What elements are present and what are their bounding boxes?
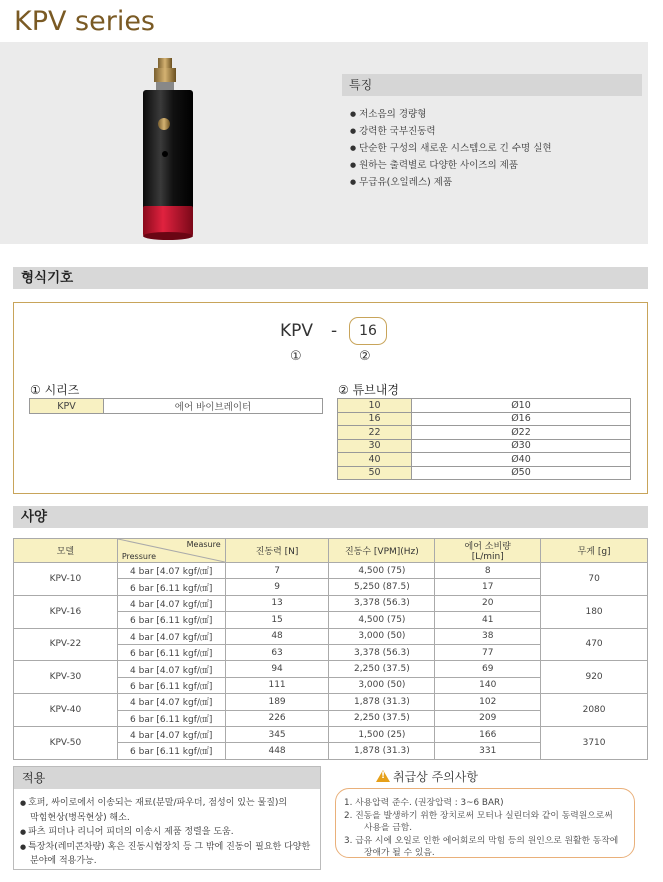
list-item (20, 840, 320, 869)
table-row (338, 466, 631, 480)
air-label-2: [L/min] (471, 552, 504, 562)
warning-icon (376, 770, 390, 782)
page-title: KPV series (14, 6, 155, 37)
list-item-text-cont: 분야에 적용가능. (30, 856, 97, 866)
force-cell: 448 (225, 743, 329, 759)
application-heading: 적용 (14, 767, 320, 789)
weight-cell: 70 (541, 563, 648, 596)
pressure-cell: 6 bar [6.11 kgf/㎠] (117, 579, 225, 595)
caution-heading: 취급상 주의사항 (393, 770, 478, 784)
air-cell: 17 (435, 579, 541, 595)
force-cell: 63 (225, 644, 329, 660)
weight-cell: 2080 (541, 694, 648, 727)
tube-diameter: Ø16 (412, 412, 631, 426)
model-cell: KPV-30 (14, 661, 118, 694)
table-row (14, 628, 648, 644)
list-item (344, 835, 634, 860)
model-cell: KPV-16 (14, 595, 118, 628)
list-item-text: 파츠 피더나 리니어 피더의 이송시 제품 정렬을 도움. (28, 827, 234, 837)
feature-item: ● 원하는 출력별로 다양한 사이즈의 제품 (350, 157, 552, 174)
tube-code: 30 (338, 439, 412, 453)
series-title: ① 시리즈 (30, 383, 80, 397)
table-row (338, 453, 631, 467)
table-row (14, 694, 648, 710)
col-air (435, 539, 541, 563)
col-force: 진동력 [N] (225, 539, 329, 563)
features-heading: 특징 (342, 74, 642, 96)
code-value: 16 (349, 317, 387, 345)
force-cell: 48 (225, 628, 329, 644)
col-weight: 무게 [g] (541, 539, 648, 563)
air-cell: 20 (435, 595, 541, 611)
frequency-cell: 4,500 (75) (329, 563, 435, 579)
model-cell: KPV-50 (14, 726, 118, 759)
col-model: 모델 (14, 539, 118, 563)
tube-code: 40 (338, 453, 412, 467)
list-item-text: 2. 진동을 발생하기 위한 장치로써 모터나 실린더와 같이 동력원으로써 (344, 810, 613, 821)
tube-table (337, 398, 631, 480)
air-cell: 166 (435, 726, 541, 742)
table-row (338, 412, 631, 426)
spec-table (13, 538, 648, 760)
pressure-cell: 4 bar [4.07 kgf/㎠] (117, 595, 225, 611)
air-label-1: 에어 소비량 (464, 542, 511, 552)
product-image (140, 58, 196, 244)
model-cell: KPV-40 (14, 694, 118, 727)
pressure-cell: 6 bar [6.11 kgf/㎠] (117, 612, 225, 628)
weight-cell: 180 (541, 595, 648, 628)
bullet-icon: ● (20, 799, 27, 807)
table-row (30, 399, 323, 414)
pressure-cell: 6 bar [6.11 kgf/㎠] (117, 743, 225, 759)
product-hero (0, 42, 648, 244)
tube-diameter: Ø50 (412, 466, 631, 480)
spec-heading: 사양 (13, 506, 648, 528)
air-cell: 69 (435, 661, 541, 677)
pressure-cell: 4 bar [4.07 kgf/㎠] (117, 628, 225, 644)
list-item-text-cont: 사용을 금함. (364, 823, 413, 833)
pressure-label: Pressure (121, 552, 156, 561)
list-item-text: 특장차(레미콘차량) 혹은 진동시험장치 등 그 밖에 진동이 필요한 다양한 (28, 841, 311, 852)
caution-box (335, 788, 635, 858)
list-item-text-cont: 막힘현상(병목현상) 해소. (30, 812, 130, 823)
table-row (338, 426, 631, 440)
bullet-icon: ● (20, 828, 27, 836)
series-table (29, 398, 323, 414)
feature-item: ● 무급유(오일레스) 제품 (350, 174, 552, 191)
table-row (338, 399, 631, 413)
measure-label: Measure (186, 540, 221, 549)
air-cell: 8 (435, 563, 541, 579)
air-cell: 38 (435, 628, 541, 644)
tube-code: 10 (338, 399, 412, 413)
bullet-icon: ● (20, 842, 27, 851)
force-cell: 189 (225, 694, 329, 710)
code-dash: - (331, 321, 338, 341)
application-list (14, 789, 320, 869)
frequency-cell: 5,250 (87.5) (329, 579, 435, 595)
pressure-cell: 6 bar [6.11 kgf/㎠] (117, 677, 225, 693)
frequency-cell: 3,000 (50) (329, 628, 435, 644)
model-cell: KPV-10 (14, 563, 118, 596)
force-cell: 94 (225, 661, 329, 677)
model-code-heading: 형식기호 (13, 267, 648, 289)
features-list (350, 106, 552, 191)
code-marker-1: ① (290, 349, 302, 364)
list-item-text: 3. 급유 시에 오일로 인한 에어회로의 막힘 등의 원인으로 원활한 동작에 (344, 835, 619, 846)
feature-item: ● 강력한 국부진동력 (350, 123, 552, 140)
air-cell: 331 (435, 743, 541, 759)
weight-cell: 470 (541, 628, 648, 661)
force-cell: 9 (225, 579, 329, 595)
tube-diameter: Ø30 (412, 439, 631, 453)
force-cell: 226 (225, 710, 329, 726)
table-row (14, 595, 648, 611)
force-cell: 345 (225, 726, 329, 742)
list-item-text: 1. 사용압력 준수. (권장압력 : 3~6 BAR) (344, 798, 504, 808)
weight-cell: 3710 (541, 726, 648, 759)
tube-code: 16 (338, 412, 412, 426)
series-code: KPV (30, 399, 104, 414)
caution-title (376, 768, 478, 785)
frequency-cell: 2,250 (37.5) (329, 710, 435, 726)
frequency-cell: 4,500 (75) (329, 612, 435, 628)
table-header-row (14, 539, 648, 563)
pressure-cell: 4 bar [4.07 kgf/㎠] (117, 563, 225, 579)
table-row (14, 726, 648, 742)
table-row (14, 661, 648, 677)
model-cell: KPV-22 (14, 628, 118, 661)
col-frequency: 진동수 [VPM](Hz) (329, 539, 435, 563)
force-cell: 13 (225, 595, 329, 611)
frequency-cell: 1,878 (31.3) (329, 694, 435, 710)
list-item-text-cont: 장애가 될 수 있음. (364, 848, 435, 858)
force-cell: 15 (225, 612, 329, 628)
col-measure-pressure (117, 539, 225, 563)
frequency-cell: 3,378 (56.3) (329, 595, 435, 611)
tube-title: ② 튜브내경 (338, 383, 399, 397)
frequency-cell: 2,250 (37.5) (329, 661, 435, 677)
pressure-cell: 4 bar [4.07 kgf/㎠] (117, 694, 225, 710)
tube-diameter: Ø10 (412, 399, 631, 413)
list-item (344, 797, 634, 810)
frequency-cell: 1,500 (25) (329, 726, 435, 742)
pressure-cell: 6 bar [6.11 kgf/㎠] (117, 710, 225, 726)
force-cell: 111 (225, 677, 329, 693)
code-marker-2: ② (359, 349, 371, 364)
frequency-cell: 1,878 (31.3) (329, 743, 435, 759)
code-prefix: KPV (280, 321, 314, 341)
air-cell: 77 (435, 644, 541, 660)
list-item (344, 810, 634, 835)
list-item (20, 825, 320, 840)
air-cell: 140 (435, 677, 541, 693)
pressure-cell: 4 bar [4.07 kgf/㎠] (117, 661, 225, 677)
table-row (338, 439, 631, 453)
list-item-text: 호퍼, 싸이로에서 이송되는 재료(분말/파우더, 점성이 있는 물질)의 (28, 798, 288, 808)
tube-diameter: Ø40 (412, 453, 631, 467)
weight-cell: 920 (541, 661, 648, 694)
caution-list (344, 797, 634, 860)
force-cell: 7 (225, 563, 329, 579)
feature-item: ● 단순한 구성의 새로운 시스템으로 긴 수명 실현 (350, 140, 552, 157)
model-code-box (13, 302, 648, 494)
application-box (13, 766, 321, 870)
series-desc: 에어 바이브레이터 (104, 399, 323, 414)
pressure-cell: 4 bar [4.07 kgf/㎠] (117, 726, 225, 742)
air-cell: 102 (435, 694, 541, 710)
pressure-cell: 6 bar [6.11 kgf/㎠] (117, 644, 225, 660)
tube-diameter: Ø22 (412, 426, 631, 440)
air-cell: 209 (435, 710, 541, 726)
list-item (20, 796, 320, 825)
frequency-cell: 3,000 (50) (329, 677, 435, 693)
feature-item: ● 저소음의 경량형 (350, 106, 552, 123)
tube-code: 50 (338, 466, 412, 480)
table-row (14, 563, 648, 579)
tube-code: 22 (338, 426, 412, 440)
frequency-cell: 3,378 (56.3) (329, 644, 435, 660)
air-cell: 41 (435, 612, 541, 628)
